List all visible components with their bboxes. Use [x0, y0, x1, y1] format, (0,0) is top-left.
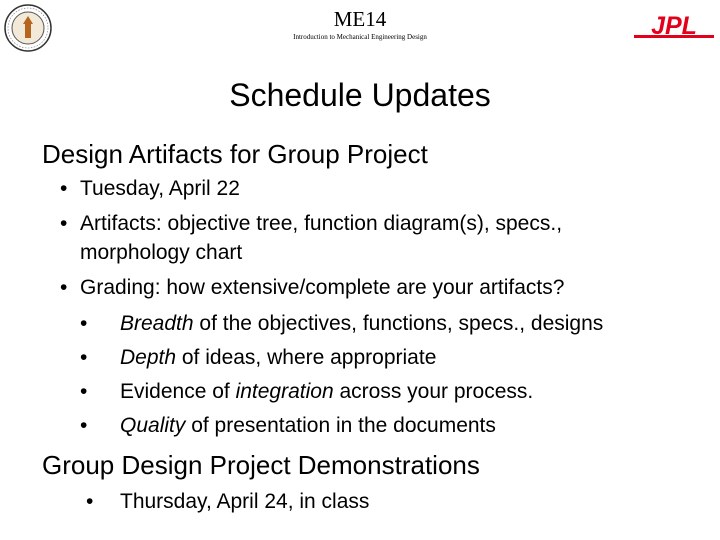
- bullet-marker: •: [60, 212, 68, 235]
- jpl-logo: [634, 12, 714, 40]
- sub-bullet-marker: •: [80, 312, 88, 335]
- emphasis-text: Quality: [120, 414, 186, 437]
- emphasis-text: Depth: [120, 346, 177, 369]
- course-title: ME14: [333, 7, 387, 31]
- bullet-text-date: Tuesday, April 22: [80, 177, 240, 200]
- bullet-text-grading: Grading: how extensive/complete are your artifacts?: [80, 276, 565, 299]
- bullet-marker: •: [60, 177, 68, 200]
- course-subtitle: Introduction to Mechanical Engineering Design: [293, 33, 427, 41]
- sub-bullet-text: of ideas, where appropriate: [176, 346, 437, 369]
- sub-bullet-text: across your process.: [333, 380, 534, 403]
- section-heading-demonstrations: Group Design Project Demonstrations: [42, 450, 480, 480]
- sub-bullet-demo-date: Thursday, April 24, in class: [120, 490, 370, 513]
- emphasis-text: Breadth: [120, 312, 194, 335]
- bullet-text-artifacts-continued: morphology chart: [80, 241, 243, 264]
- sub-bullet-quality: [120, 413, 496, 439]
- sub-bullet-integration: [120, 379, 533, 405]
- emphasis-text: integration: [235, 380, 334, 403]
- slide-title: Schedule Updates: [229, 77, 491, 113]
- sub-bullet-text: of the objectives, functions, specs., designs: [193, 312, 604, 335]
- bullet-list-item: [60, 211, 67, 237]
- sub-bullet-text: of presentation in the documents: [185, 414, 496, 437]
- sub-bullet-marker: •: [86, 490, 94, 513]
- sub-bullet-text: Evidence of: [120, 380, 236, 403]
- sub-bullet-marker: •: [80, 380, 88, 403]
- bullet-text-artifacts: Artifacts: objective tree, function diagram(s), specs.,: [80, 212, 563, 235]
- section-heading-design-artifacts: Design Artifacts for Group Project: [42, 139, 428, 169]
- sub-bullet-marker: •: [80, 414, 88, 437]
- bullet-list-item: [60, 275, 67, 301]
- sub-bullet-depth: [120, 345, 436, 371]
- sub-bullet-breadth: [120, 311, 603, 337]
- jpl-logo-text: JPL: [651, 12, 697, 40]
- bullet-marker: •: [60, 276, 68, 299]
- sub-bullet-marker: •: [80, 346, 88, 369]
- bullet-list-item: [60, 176, 67, 202]
